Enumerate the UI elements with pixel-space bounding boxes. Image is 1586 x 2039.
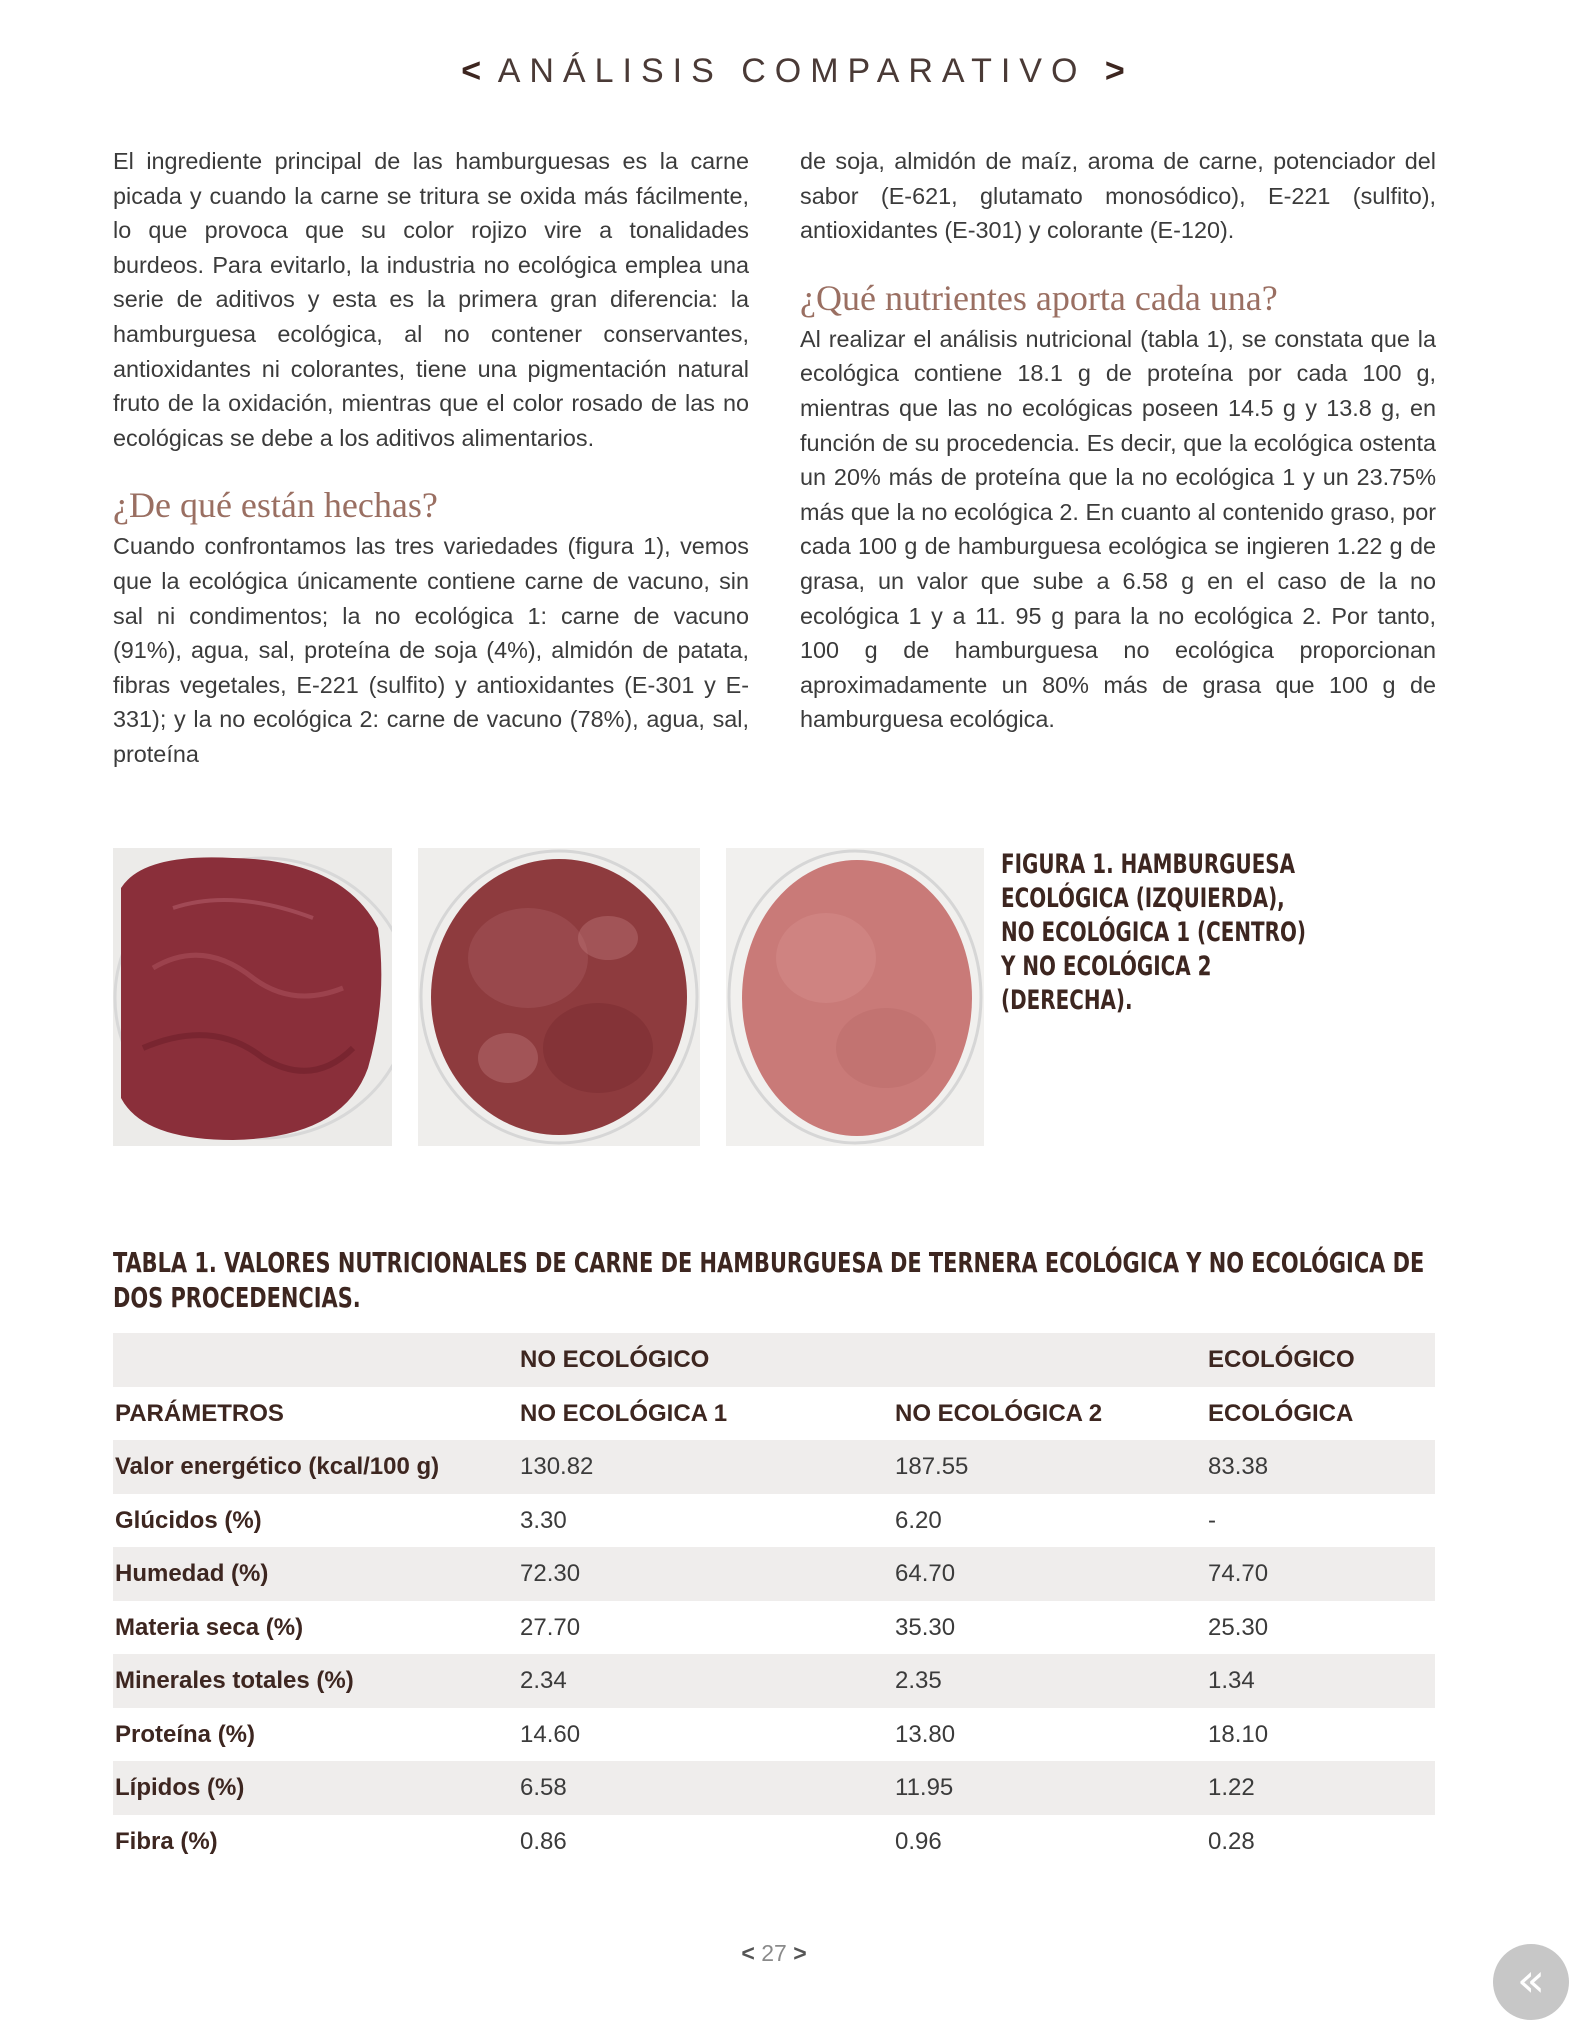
caption-line: Y NO ECOLÓGICA 2 (DERECHA).: [1001, 951, 1212, 1016]
table-cell: 130.82: [520, 1453, 594, 1480]
chevron-left-icon: <: [741, 1940, 755, 1966]
table-cell: 2.34: [520, 1667, 567, 1694]
table-cell: 1.22: [1208, 1774, 1255, 1801]
table-cell: 27.70: [520, 1613, 581, 1641]
table-cell: 0.96: [895, 1827, 942, 1855]
table-row: [113, 1708, 1435, 1762]
double-chevron-left-icon: «: [1516, 1953, 1546, 2007]
paragraph-intro: El ingrediente principal de las hamburguesas es la carne picada y cuando la carne se tritura se oxida más fácilmente, lo que provoca que su color rojizo vire a tonalidades burdeos. Para evitarlo, la industria no ecológica emplea una serie de aditivos y esta es la primera gran diferencia: la hamburguesa ecológica, al no contener conservantes, antioxidantes ni colorantes, tiene una pigmentación natural fruto de la oxidación, mientras que el color rosado de las no ecológicas se debe a los aditivos alimentarios.: [113, 148, 749, 451]
table-row: [113, 1815, 1435, 1869]
table-row: [113, 1654, 1435, 1708]
group-header-eco: ECOLÓGICO: [1208, 1346, 1355, 1373]
table-cell: 6.20: [895, 1506, 942, 1534]
table-cell: 0.86: [520, 1827, 567, 1855]
row-label: Fibra (%): [115, 1827, 218, 1855]
table-title: [113, 1245, 1424, 1315]
eco-patty-shape: [121, 857, 381, 1140]
caption-line: ECOLÓGICA (IZQUIERDA),: [1001, 883, 1285, 914]
table-cell: 35.30: [895, 1613, 956, 1641]
table-group-row: [113, 1333, 1435, 1387]
row-label: Proteína (%): [115, 1720, 256, 1748]
paragraph-ingredients: Cuando confrontamos las tres variedades (figura 1), vemos que la ecológica únicamente contiene carne de vacuno, sin sal ni condimentos; la no ecológica 1: carne de vacuno (91%), agua, sal, proteína de soja (4%), almidón de patata, fibras vegetales, E-221 (sulfito) y antioxidantes (E-301 y E-331); y la no ecológica 2: carne de vacuno (78%), agua, sal, proteína: [113, 533, 749, 767]
page-footer: [0, 1940, 1548, 1967]
table-cell: 2.35: [895, 1667, 942, 1694]
right-column: [800, 144, 1436, 737]
column-header: NO ECOLÓGICA 2: [895, 1399, 1103, 1427]
nutrition-table: [113, 1333, 1435, 1868]
paragraph-nutrients: Al realizar el análisis nutricional (tabla 1), se constata que la ecológica contiene 18.1 g de proteína por cada 100 g, mientras que las no ecológicas poseen 14.5 g y 13.8 g, en función de su procedencia. Es decir, que la ecológica ostenta un 20% más de proteína que la no ecológica 1 y un 23.75% más que la no ecológica 2. En cuanto al contenido graso, por cada 100 g de hamburguesa ecológica se ingieren 1.22 g de grasa, un valor que sube a 6.58 g en el caso de la no ecológica 1 y a 11. 95 g para la no ecológica 2. Por tanto, 100 g de hamburguesa no ecológica proporcionan aproximadamente un 80% más de grasa que 100 g de hamburguesa ecológica.: [800, 325, 1436, 733]
chevron-right-icon: >: [1104, 52, 1125, 90]
caption-line: NO ECOLÓGICA 1 (CENTRO): [1001, 917, 1306, 948]
table-cell: 0.28: [1208, 1827, 1255, 1855]
row-label: Valor energético (kcal/100 g): [115, 1453, 440, 1480]
photo-eco-burger: [113, 848, 392, 1146]
table-row: [113, 1601, 1435, 1655]
table-cell: 72.30: [520, 1560, 581, 1587]
group-header-no-eco: NO ECOLÓGICO: [520, 1346, 710, 1373]
back-to-top-button[interactable]: [1493, 1944, 1569, 2020]
section-title: ANÁLISIS COMPARATIVO: [497, 52, 1087, 90]
no-eco-2-patty-shape: [742, 860, 972, 1136]
table-row: [113, 1494, 1435, 1548]
table-cell: 6.58: [520, 1774, 567, 1801]
table-cell: 13.80: [895, 1720, 956, 1748]
table-row: [113, 1761, 1435, 1815]
photo-no-eco-2-burger: [726, 848, 984, 1146]
table-cell: 74.70: [1208, 1560, 1269, 1587]
table-cell: 187.55: [895, 1453, 969, 1480]
column-header: NO ECOLÓGICA 1: [520, 1399, 728, 1427]
row-label: Glúcidos (%): [115, 1506, 262, 1534]
table-header-row: [113, 1387, 1435, 1441]
row-label: Materia seca (%): [115, 1613, 304, 1641]
table-cell: 83.38: [1208, 1453, 1269, 1480]
table-cell: 11.95: [895, 1774, 954, 1801]
heading-ingredients: ¿De qué están hechas?: [113, 485, 438, 526]
page-header: [0, 52, 1586, 91]
column-header: ECOLÓGICA: [1208, 1399, 1354, 1427]
figure-caption: [1001, 848, 1329, 1018]
photo-no-eco-1-burger: [418, 848, 700, 1146]
left-column: [113, 144, 749, 772]
page-number: 27: [761, 1940, 787, 1966]
table-cell: 64.70: [895, 1560, 956, 1587]
heading-nutrients: ¿Qué nutrientes aporta cada una?: [800, 277, 1278, 318]
table-cell: -: [1208, 1506, 1216, 1534]
row-label: Lípidos (%): [115, 1774, 245, 1801]
table-title-line: DOS PROCEDENCIAS.: [113, 1281, 361, 1314]
row-label: Humedad (%): [115, 1560, 269, 1587]
caption-line: FIGURA 1. HAMBURGUESA: [1001, 849, 1296, 880]
chevron-right-icon: >: [793, 1940, 807, 1966]
row-label: Minerales totales (%): [115, 1667, 354, 1694]
paragraph-ingredients-continued: de soja, almidón de maíz, aroma de carne, potenciador del sabor (E-621, glutamato monosódico), E-221 (sulfito), antioxidantes (E-301) y colorante (E-120).: [800, 148, 1436, 244]
table-cell: 3.30: [520, 1506, 567, 1534]
table-row: [113, 1547, 1435, 1601]
table-cell: 14.60: [520, 1720, 581, 1748]
column-header: PARÁMETROS: [115, 1399, 284, 1427]
table-cell: 1.34: [1208, 1667, 1255, 1694]
chevron-left-icon: <: [461, 52, 482, 90]
table-cell: 18.10: [1208, 1720, 1269, 1748]
table-row: [113, 1440, 1435, 1494]
table-cell: 25.30: [1208, 1613, 1269, 1641]
table-title-line: TABLA 1. VALORES NUTRICIONALES DE CARNE DE HAMBURGUESA DE TERNERA ECOLÓGICA Y NO ECOLÓGICA DE: [113, 1246, 1425, 1279]
